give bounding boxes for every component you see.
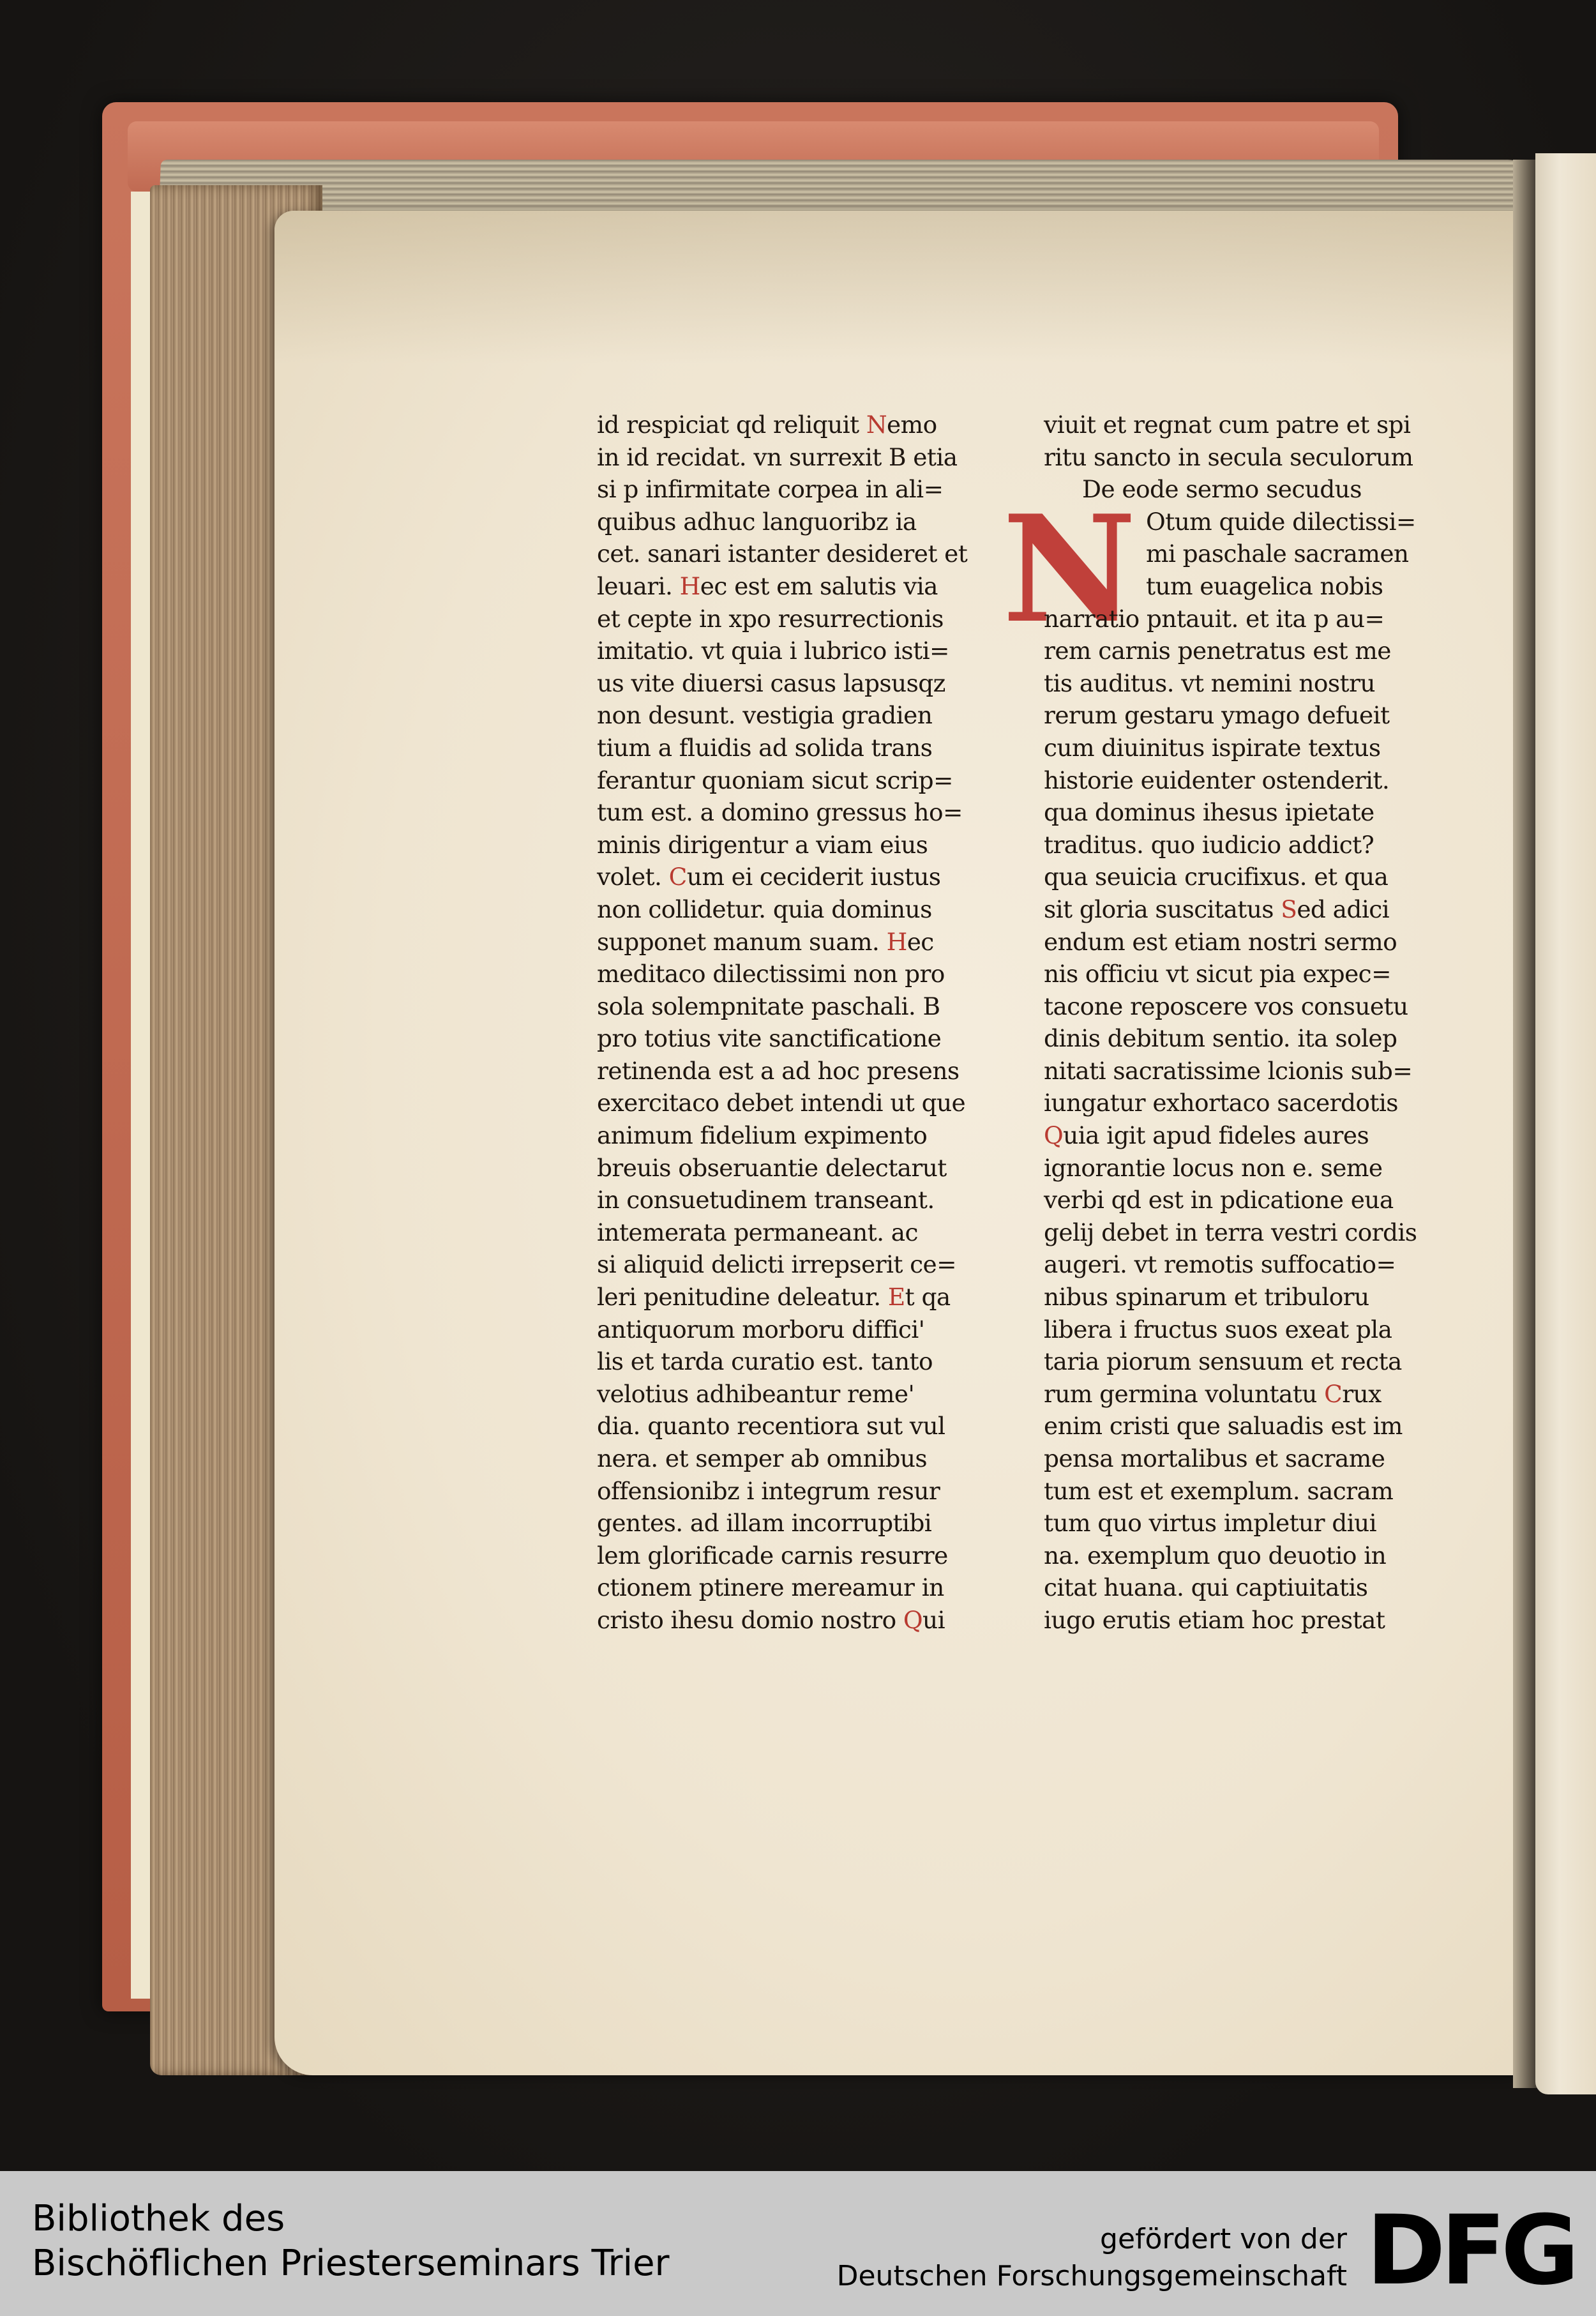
right-column-line: rerum gestaru ymago defueit [1044, 701, 1390, 730]
rubric-letter: H [886, 927, 907, 956]
right-column-line: narratio pntauit. et ita p au= [1044, 604, 1385, 633]
right-column-line: gelij debet in terra vestri cordis [1044, 1218, 1417, 1246]
right-column-line: rum germina voluntatu Crux [1044, 1379, 1381, 1408]
left-column-line: pro totius vite sanctificatione [597, 1024, 942, 1053]
left-column-line: supponet manum suam. Hec [597, 927, 934, 956]
right-column-line: dinis debitum sentio. ita solep [1044, 1024, 1397, 1053]
sponsor-line1: gefördert von der [1100, 2223, 1347, 2255]
right-column-line: traditus. quo iudicio addict? [1044, 830, 1374, 859]
right-column-line: cum diuinitus ispirate textus [1044, 733, 1381, 762]
right-column-line: rem carnis penetratus est me [1044, 637, 1391, 665]
right-column-body [1044, 506, 1417, 1637]
left-column-line: leri penitudine deleatur. Et qa [597, 1283, 951, 1312]
right-column-line: iungatur exhortaco sacerdotis [1044, 1089, 1398, 1117]
rubric-letter: E [887, 1283, 905, 1312]
left-column-line: breuis obseruantie delectarut [597, 1153, 947, 1182]
library-name [32, 2197, 670, 2286]
right-column-line: nis officiu vt sicut pia expec= [1044, 960, 1391, 988]
right-column-line: Quia igit apud fideles aures [1044, 1121, 1369, 1150]
left-column-line: ferantur quoniam sicut scrip= [597, 766, 953, 794]
left-column-line: exercitaco debet intendi ut que [597, 1089, 966, 1117]
right-column-head [1044, 409, 1417, 506]
rubric-letter: C [668, 863, 687, 891]
rubric-letter: Q [903, 1605, 923, 1634]
right-column-line: citat huana. qui captiuitatis [1044, 1573, 1368, 1602]
library-name-line2: Bischöflichen Priesterseminars Trier [32, 2243, 670, 2284]
decorated-initial: N [1002, 483, 1137, 656]
footer-banner [0, 2171, 1596, 2316]
right-column-head-line: ritu sancto in secula seculorum [1044, 443, 1413, 471]
left-column-line: tum est. a domino gressus ho= [597, 798, 963, 827]
left-column-line: si aliquid delicti irrepserit ce= [597, 1250, 956, 1279]
book-gutter [1513, 160, 1539, 2088]
left-column-line: in consuetudinem transeant. [597, 1186, 935, 1215]
right-column-line: sit gloria suscitatus Sed adici [1044, 895, 1390, 923]
right-column-line: na. exemplum quo deuotio in [1044, 1541, 1387, 1570]
rubric-letter: Q [1044, 1121, 1064, 1150]
right-column-line: tum est et exemplum. sacram [1044, 1476, 1394, 1505]
facing-page-edge [1535, 153, 1596, 2094]
left-column-line: si p infirmitate corpea in ali= [597, 475, 944, 504]
right-column-line: taria piorum sensuum et recta [1044, 1347, 1402, 1376]
right-column-line: libera i fructus suos exeat pla [1044, 1315, 1392, 1343]
left-column-line: dia. quanto recentiora sut vul [597, 1412, 945, 1441]
right-column-line: augeri. vt remotis suffocatio= [1044, 1250, 1396, 1279]
left-column-line: nera. et semper ab omnibus [597, 1444, 928, 1472]
right-column-line: historie euidenter ostenderit. [1044, 766, 1390, 794]
right-column-line: Otum quide dilectissi= [1146, 507, 1416, 536]
left-column-line: quibus adhuc languoribz ia [597, 507, 917, 536]
rubric-letter: H [679, 571, 700, 600]
right-column-line: nibus spinarum et tribuloru [1044, 1283, 1369, 1312]
right-column-head-line: viuit et regnat cum patre et spi [1044, 411, 1411, 439]
left-column-line: imitatio. vt quia i lubrico isti= [597, 637, 949, 665]
left-column-line: gentes. ad illam incorruptibi [597, 1509, 932, 1538]
left-column-line: sola solempnitate paschali. B [597, 992, 940, 1020]
rubric-letter: S [1281, 895, 1297, 923]
left-column-line: antiquorum morboru diffici' [597, 1315, 925, 1343]
sponsor-line2: Deutschen Forschungsgemeinschaft [836, 2260, 1347, 2292]
library-name-line1: Bibliothek des [32, 2198, 285, 2239]
right-column-line: tis auditus. vt nemini nostru [1044, 669, 1375, 697]
left-column-line: intemerata permaneant. ac [597, 1218, 918, 1246]
left-column-line: meditaco dilectissimi non pro [597, 960, 945, 988]
dfg-logo: DFG [1366, 2195, 1575, 2306]
left-column-line: volet. Cum ei ceciderit iustus [597, 863, 941, 891]
left-column-line: id respiciat qd reliquit Nemo [597, 411, 937, 439]
right-column-line: tum quo virtus impletur diui [1044, 1509, 1376, 1538]
left-column-line: us vite diuersi casus lapsusqz [597, 669, 945, 697]
text-column-left [597, 409, 967, 1637]
left-column-line: cet. sanari istanter desideret et [597, 540, 968, 568]
left-column-line: velotius adhibeantur reme' [597, 1379, 915, 1408]
left-column-line: non desunt. vestigia gradien [597, 701, 933, 730]
sponsor-text [837, 2221, 1347, 2295]
right-column-line: qua dominus ihesus ipietate [1044, 798, 1374, 827]
right-column-line: iugo erutis etiam hoc prestat [1044, 1605, 1385, 1634]
left-column-line: animum fidelium expimento [597, 1121, 928, 1150]
page-stain [275, 211, 1532, 364]
right-column-line: mi paschale sacramen [1146, 540, 1409, 568]
left-column-line: lem glorificade carnis resurre [597, 1541, 948, 1570]
left-column-line: cristo ihesu domio nostro Qui [597, 1605, 945, 1634]
right-column-line: nitati sacratissime lcionis sub= [1044, 1056, 1413, 1085]
left-column-line: leuari. Hec est em salutis via [597, 571, 938, 600]
right-column-line: tum euagelica nobis [1146, 571, 1383, 600]
right-column-line: qua seuicia crucifixus. et qua [1044, 863, 1389, 891]
right-column-line: enim cristi que saluadis est im [1044, 1412, 1403, 1441]
left-column-line: lis et tarda curatio est. tanto [597, 1347, 933, 1376]
right-column-line: verbi qd est in pdicatione eua [1044, 1186, 1394, 1215]
left-column-line: offensionibz i integrum resur [597, 1476, 940, 1505]
right-column-line: tacone reposcere vos consuetu [1044, 992, 1408, 1020]
rubric-letter: C [1324, 1379, 1343, 1408]
right-column-head-line: De eode sermo secudus [1082, 475, 1362, 504]
left-column-line: tium a fluidis ad solida trans [597, 733, 933, 762]
rubric-letter: N [866, 411, 887, 439]
left-column-line: in id recidat. vn surrexit B etia [597, 443, 958, 471]
left-column-line: non collidetur. quia dominus [597, 895, 932, 923]
left-column-line: et cepte in xpo resurrectionis [597, 604, 944, 633]
right-column-line: pensa mortalibus et sacrame [1044, 1444, 1385, 1472]
right-column-line: endum est etiam nostri sermo [1044, 927, 1397, 956]
left-column-line: ctionem ptinere mereamur in [597, 1573, 944, 1602]
text-column-right [1044, 409, 1417, 1637]
left-column-line: minis dirigentur a viam eius [597, 830, 928, 859]
right-column-line: ignorantie locus non e. seme [1044, 1153, 1383, 1182]
left-column-line: retinenda est a ad hoc presens [597, 1056, 960, 1085]
